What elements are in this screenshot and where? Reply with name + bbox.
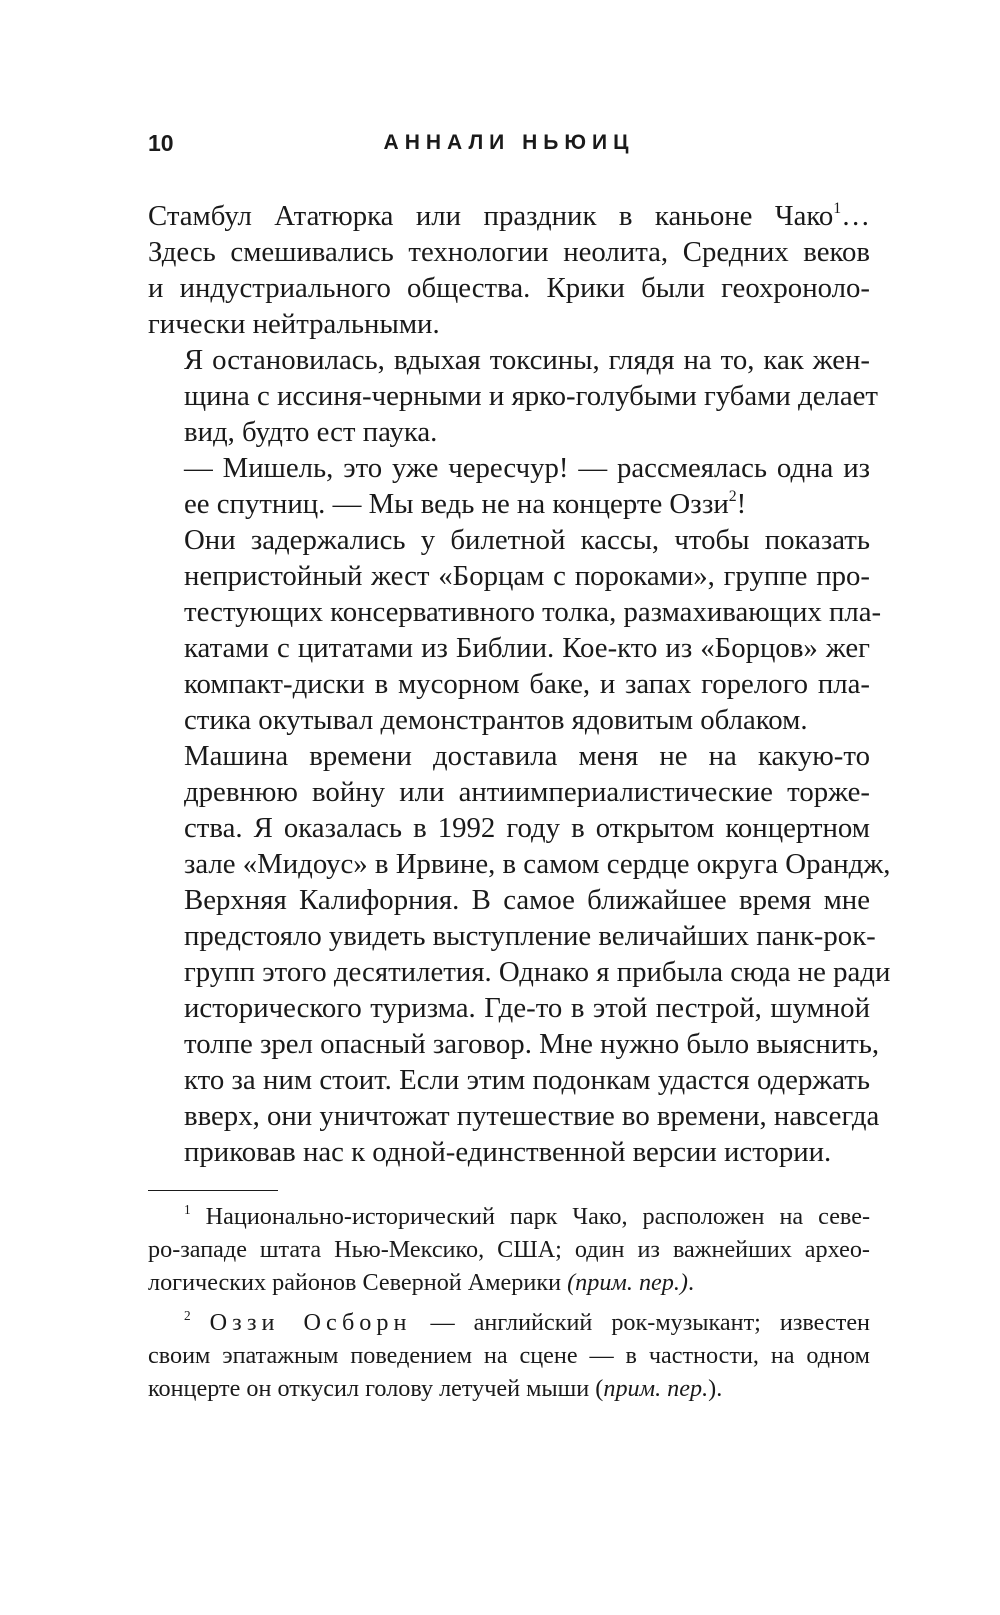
text-line: Верхняя Калифорния. В самое ближайшее время мне <box>184 884 870 916</box>
text-line: вверх, они уничтожат путешествие во времени, навсегда <box>184 1100 880 1132</box>
footnote-line: логических районов Северной Америки (прим. пер.). <box>148 1269 695 1296</box>
footnote-ref-1[interactable]: 1 <box>833 200 842 218</box>
running-head <box>148 126 870 160</box>
body-text <box>148 198 891 1170</box>
footnote-line: $^2$ Оззи Осборн — английский рок-музыкант; известен <box>184 1308 870 1336</box>
text-line: ства. Я оказалась в 1992 году в открытом концертном <box>184 812 870 844</box>
footnote-line: $^1$ Национально-исторический парк Чако, расположен на севе- <box>184 1202 870 1230</box>
text-line: и индустриального общества. Крики были геохроноло- <box>148 272 870 304</box>
paragraph-2 <box>148 342 878 450</box>
text-line: — Мишель, это уже чересчур! — рассмеялась одна из <box>184 452 870 484</box>
text-line: приковав нас к одной-единственной версии истории. <box>184 1136 832 1168</box>
text-line: катами с цитатами из Библии. Кое-кто из «Борцов» жег <box>184 632 870 664</box>
text-line: вид, будто ест паука. <box>184 416 438 448</box>
text-line: Я остановилась, вдыхая токсины, глядя на то, как жен- <box>184 344 870 376</box>
translator-note: прим. пер. <box>603 1375 709 1402</box>
paragraph-4 <box>148 522 882 738</box>
text-line: зале «Мидоус» в Ирвине, в самом сердце округа Орандж, <box>184 848 891 880</box>
text-line: исторического туризма. Где-то в этой пестрой, шумной <box>184 992 870 1024</box>
text-line: Машина времени доставила меня не на какую-то <box>184 740 870 772</box>
paragraph-5 <box>148 738 891 1170</box>
text-line: ее спутниц. — Мы ведь не на концерте Оззи$^2$! <box>184 488 747 520</box>
footnote-1 <box>148 1200 870 1299</box>
page-number: 10 <box>148 130 174 156</box>
footnote-marker: 2 <box>184 1308 191 1324</box>
text-line: щина с иссиня-черными и ярко-голубыми губами делает <box>184 380 878 412</box>
footnote-line: своим эпатажным поведением на сцене — в частности, на одном <box>148 1342 870 1369</box>
footnote-ref-2[interactable]: 2 <box>728 488 737 506</box>
translator-note: (прим. пер.) <box>567 1269 688 1296</box>
footnotes <box>148 1200 870 1405</box>
footnote-separator <box>148 1190 278 1191</box>
footnote-marker: 1 <box>184 1202 191 1218</box>
text-line: толпе зрел опасный заговор. Мне нужно было выяснить, <box>184 1028 880 1060</box>
text-line: компакт-диски в мусорном баке, и запах горелого пла- <box>184 668 870 700</box>
text-line: предстояло увидеть выступление величайших панк-рок- <box>184 920 876 952</box>
paragraph-3 <box>148 450 870 522</box>
text-line: Они задержались у билетной кассы, чтобы показать <box>184 524 870 556</box>
paragraph-1 <box>148 198 870 342</box>
spaced-name: Оззи Осборн <box>209 1309 412 1336</box>
text-line: гически нейтральными. <box>148 308 440 340</box>
text-line: кто за ним стоит. Если этим подонкам удастся одержать <box>184 1064 870 1096</box>
text-line: Здесь смешивались технологии неолита, Средних веков <box>148 236 870 268</box>
text-line: непристойный жест «Борцам с пороками», группе про- <box>184 560 870 592</box>
text-line: древнюю войну или антиимпериалистические торже- <box>184 776 870 808</box>
footnote-line: ро-западе штата Нью-Мексико, США; один из важнейших архео- <box>148 1236 870 1263</box>
text-line: Стамбул Ататюрка или праздник в каньоне Чако$^1$… <box>148 200 870 232</box>
text-line: тестующих консервативного толка, размахивающих пла- <box>184 596 882 628</box>
footnote-line: концерте он откусил голову летучей мыши (прим. пер.). <box>148 1375 723 1402</box>
book-author: АННАЛИ НЬЮИЦ <box>383 131 635 154</box>
footnote-2 <box>148 1306 870 1405</box>
text-line: групп этого десятилетия. Однако я прибыла сюда не ради <box>184 956 891 988</box>
text-line: стика окутывал демонстрантов ядовитым облаком. <box>184 704 808 736</box>
